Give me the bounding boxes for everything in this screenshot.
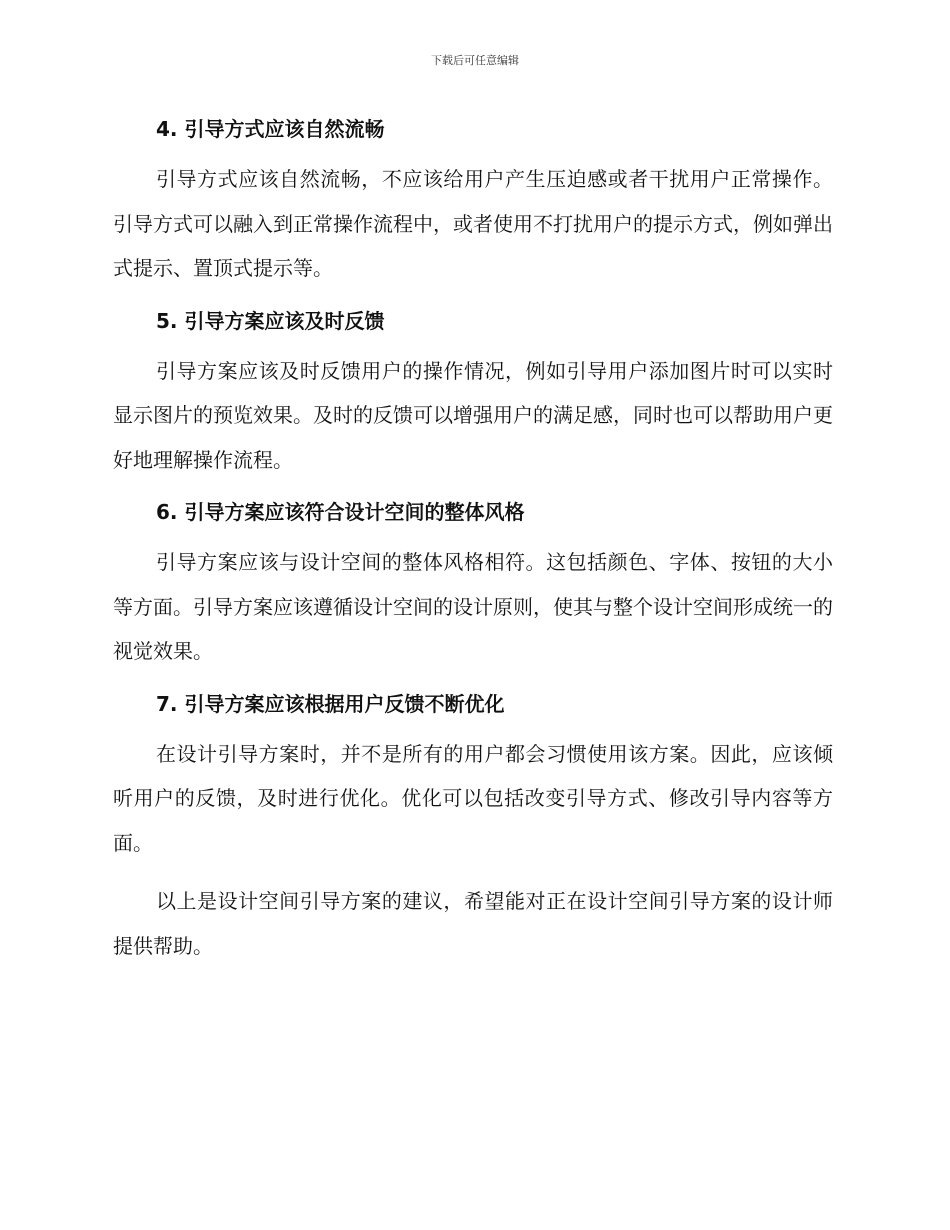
page-header: 下载后可任意编辑 xyxy=(431,54,519,67)
section-5 xyxy=(113,305,833,483)
section-heading: 4. 引导方式应该自然流畅 xyxy=(156,117,385,141)
section-4 xyxy=(113,113,833,291)
section-paragraph: 引导方式应该自然流畅，不应该给用户产生压迫感或者干扰用户正常操作。引导方式可以融入到正常操作流程中，或者使用不打扰用户的提示方式，例如弹出式提示、置顶式提示等。 xyxy=(113,167,833,280)
section-paragraph: 在设计引导方案时，并不是所有的用户都会习惯使用该方案。因此，应该倾听用户的反馈，及时进行优化。优化可以包括改变引导方式、修改引导内容等方面。 xyxy=(113,741,833,855)
document-body xyxy=(113,113,833,982)
conclusion-paragraph: 以上是设计空间引导方案的建议，希望能对正在设计空间引导方案的设计师提供帮助。 xyxy=(113,889,833,958)
section-6 xyxy=(113,496,833,674)
section-heading: 5. 引导方案应该及时反馈 xyxy=(156,308,385,333)
section-heading: 6. 引导方案应该符合设计空间的整体风格 xyxy=(156,500,525,524)
section-paragraph: 引导方案应该及时反馈用户的操作情况，例如引导用户添加图片时可以实时显示图片的预览效果。及时的反馈可以增强用户的满足感，同时也可以帮助用户更好地理解操作流程。 xyxy=(113,358,833,472)
section-7 xyxy=(113,688,833,866)
section-heading: 7. 引导方案应该根据用户反馈不断优化 xyxy=(156,691,505,716)
section-paragraph: 引导方案应该与设计空间的整体风格相符。这包括颜色、字体、按钮的大小等方面。引导方案应该遵循设计空间的设计原则，使其与整个设计空间形成统一的视觉效果。 xyxy=(113,550,833,663)
